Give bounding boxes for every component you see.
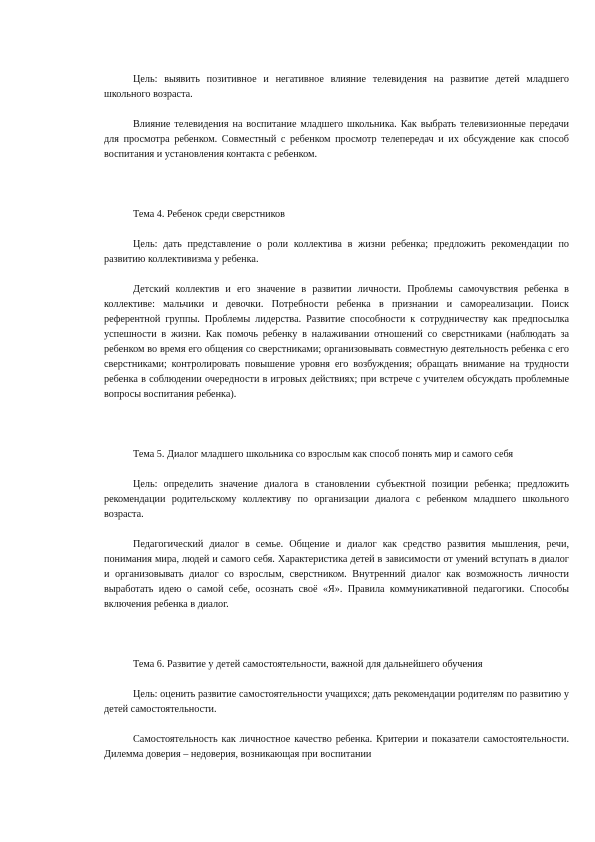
spacer bbox=[104, 522, 569, 537]
goal-paragraph-topic-4: Цель: дать представление о роли коллектива в жизни ребенка; предложить рекомендации по развитию коллективизма у ребенка. bbox=[104, 239, 569, 265]
spacer bbox=[104, 672, 569, 687]
goal-paragraph-topic-5: Цель: определить значение диалога в становлении субъектной позиции ребенка; предложить рекомендации родительскому коллективу по организации диалога с ребенком младшего школьного возраста. bbox=[104, 479, 569, 520]
spacer bbox=[104, 717, 569, 732]
body-paragraph-tv: Влияние телевидения на воспитание младшего школьника. Как выбрать телевизионные передачи для просмотра ребенком. Совместный с ребенком просмотр телепередач и их обсуждение как способ воспитания и установления контакта с ребенком. bbox=[104, 119, 569, 160]
spacer bbox=[104, 162, 569, 207]
spacer bbox=[104, 612, 569, 657]
spacer bbox=[104, 267, 569, 282]
goal-paragraph-tv: Цель: выявить позитивное и негативное влияние телевидения на развитие детей младшего школьного возраста. bbox=[104, 74, 569, 100]
topic-heading-4: Тема 4. Ребенок среди сверстников bbox=[133, 209, 285, 220]
body-paragraph-topic-5: Педагогический диалог в семье. Общение и диалог как средство развития мышления, речи, понимания мира, людей и самого себя. Характеристика детей в зависимости от умений вступать в диалог и организовывать диалог со взрослым, сверстником. Внутренний диалог как возможность личности выработать идею о самой себе, осознать своё «Я». Правила коммуникативной педагогики. Способы включения ребенка в диалог. bbox=[104, 539, 569, 610]
body-paragraph-topic-4: Детский коллектив и его значение в развитии личности. Проблемы самочувствия ребенка в коллективе: мальчики и девочки. Потребности ребенка в признании и самореализации. Поиск референтной группы. Проблемы лидерства. Развитие способности к сотрудничеству как предпосылка успешности в жизни. Как помочь ребенку в налаживании отношений со сверстниками (наблюдать за ребенком во время его общения со сверстниками; организовывать совместную деятельность ребенка с его сверстниками; контролировать повышение уровня его возбуждения; обращать внимание на трудности ребенка в соблюдении очередности в игровых действиях; при встрече с учителем обсуждать проблемные вопросы воспитания ребенка). bbox=[104, 284, 569, 400]
body-paragraph-topic-6: Самостоятельность как личностное качество ребенка. Критерии и показатели самостоятельности. Дилемма доверия – недоверия, возникающая при воспитании bbox=[104, 734, 569, 760]
goal-paragraph-topic-6: Цель: оценить развитие самостоятельности учащихся; дать рекомендации родителям по развитию у детей самостоятельности. bbox=[104, 689, 569, 715]
spacer bbox=[104, 222, 569, 237]
document-page bbox=[104, 72, 569, 762]
spacer bbox=[104, 102, 569, 117]
topic-heading-5: Тема 5. Диалог младшего школьника со взрослым как способ понять мир и самого себя bbox=[133, 449, 514, 460]
spacer bbox=[104, 462, 569, 477]
topic-heading-6: Тема 6. Развитие у детей самостоятельности, важной для дальнейшего обучения bbox=[133, 659, 483, 670]
spacer bbox=[104, 402, 569, 447]
